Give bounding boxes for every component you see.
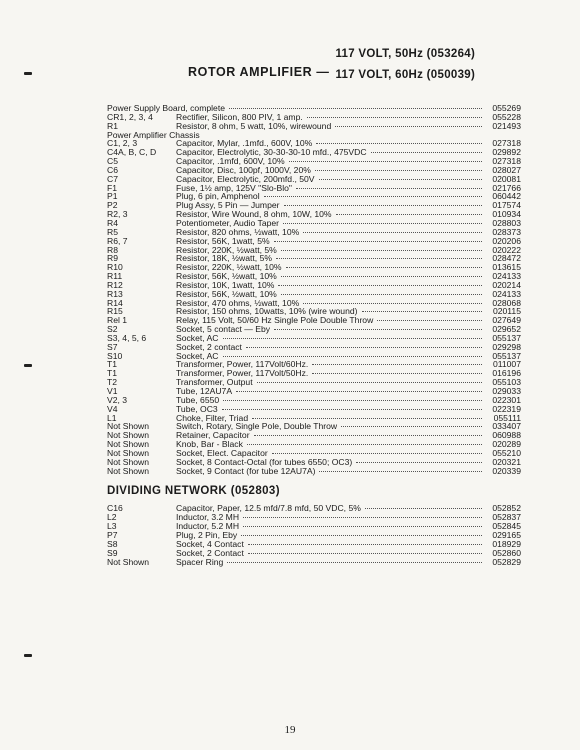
part-description: Inductor, 3.2 MH xyxy=(176,512,240,523)
dot-leader xyxy=(319,471,482,472)
parts-row xyxy=(107,184,521,193)
reference-designator: S9 xyxy=(107,548,118,558)
part-description: Resistor, 8 ohm, 5 watt, 10%, wirewound xyxy=(176,120,332,131)
part-number: 052837 xyxy=(492,512,521,523)
part-description: Inductor, 5.2 MH xyxy=(176,521,240,532)
reference-designator: R8 xyxy=(107,245,118,255)
dot-leader xyxy=(248,553,482,554)
part-description: Socket, 2 contact xyxy=(176,341,242,352)
margin-mark xyxy=(24,654,32,657)
part-number: 024133 xyxy=(492,271,521,282)
dot-leader xyxy=(274,329,482,330)
reference-designator: Not Shown xyxy=(107,466,150,476)
part-number: 027318 xyxy=(492,156,521,167)
dot-leader xyxy=(371,152,482,153)
part-description: Capacitor, Mylar, .1mfd., 600V, 10% xyxy=(176,138,313,149)
reference-designator: R11 xyxy=(107,272,123,281)
dot-leader xyxy=(276,258,482,259)
dot-leader xyxy=(223,356,482,357)
dot-leader xyxy=(236,391,482,392)
reference-designator: L1 xyxy=(107,413,117,423)
part-number: 021766 xyxy=(492,182,521,193)
parts-row xyxy=(107,316,521,325)
dot-leader xyxy=(248,544,482,545)
parts-row xyxy=(107,531,521,540)
part-number: 021493 xyxy=(492,120,521,131)
reference-designator: V4 xyxy=(107,404,118,414)
part-description: Capacitor, .1mfd, 600V, 10% xyxy=(176,156,285,167)
part-description: Resistor, 150 ohms, 10watts, 10% (wire wound) xyxy=(176,306,358,317)
dot-leader xyxy=(303,303,482,304)
part-number: 052860 xyxy=(492,547,521,558)
part-number: 020206 xyxy=(492,235,521,246)
part-number: 017574 xyxy=(492,200,521,211)
part-description: Socket, 5 contact — Eby xyxy=(176,324,271,335)
dot-leader xyxy=(312,373,482,374)
parts-row xyxy=(107,440,521,449)
part-description: Capacitor, Electrolytic, 200mfd., 50V xyxy=(176,173,315,184)
dot-leader xyxy=(274,241,482,242)
part-description: Resistor, 56K, 1watt, 5% xyxy=(176,235,270,246)
dot-leader xyxy=(362,311,482,312)
part-description: Resistor, 56K, ½watt, 10% xyxy=(176,288,277,299)
dot-leader xyxy=(281,294,482,295)
parts-row xyxy=(107,522,521,531)
title-variants xyxy=(335,44,475,86)
dot-leader xyxy=(356,462,482,463)
part-number: 020222 xyxy=(492,244,521,255)
dot-leader xyxy=(281,276,482,277)
dot-leader xyxy=(243,526,482,527)
reference-designator: T1 xyxy=(107,360,118,370)
reference-designator: R10 xyxy=(107,263,123,273)
dot-leader xyxy=(223,400,482,401)
part-number: 011007 xyxy=(492,359,521,370)
reference-designator: R2, 3 xyxy=(107,210,128,219)
reference-designator: V1 xyxy=(107,387,118,396)
parts-row xyxy=(107,396,521,405)
parts-row xyxy=(107,387,521,396)
dot-leader xyxy=(336,214,482,215)
parts-row xyxy=(107,325,521,334)
reference-designator: Not Shown xyxy=(107,557,150,567)
part-description: Resistor, 10K, 1watt, 10% xyxy=(176,279,275,290)
parts-row xyxy=(107,549,521,558)
section-header-label: Power Supply Board, complete xyxy=(107,103,225,113)
part-description: Plug, 6 pin, Amphenol xyxy=(176,191,260,202)
reference-designator: C5 xyxy=(107,157,118,166)
parts-row xyxy=(107,405,521,414)
part-number: 020115 xyxy=(492,306,521,317)
part-description: Socket, AC xyxy=(176,332,219,343)
part-number: 020339 xyxy=(492,465,521,476)
parts-row xyxy=(107,504,521,513)
dot-leader xyxy=(243,517,482,518)
parts-row xyxy=(107,540,521,549)
parts-row xyxy=(107,263,521,272)
reference-designator: C16 xyxy=(107,504,123,514)
section-header-label: Power Amplifier Chassis xyxy=(107,129,200,140)
part-description: Retainer, Capacitor xyxy=(176,430,250,441)
part-description: Capacitor, Paper, 12.5 mfd/7.8 mfd, 50 VDC, 5% xyxy=(176,503,361,514)
dot-leader xyxy=(284,205,483,206)
parts-row xyxy=(107,246,521,255)
parts-row xyxy=(107,281,521,290)
part-description: Relay, 115 Volt, 50/60 Hz Single Pole Double Throw xyxy=(176,315,374,326)
parts-row xyxy=(107,352,521,361)
parts-row xyxy=(107,290,521,299)
part-description: Switch, Rotary, Single Pole, Double Throw xyxy=(176,421,338,432)
margin-mark xyxy=(24,72,32,75)
dot-leader xyxy=(257,382,482,383)
reference-designator: T1 xyxy=(107,369,118,379)
reference-designator: Rel 1 xyxy=(107,316,128,326)
part-description: Rectifier, Silicon, 800 PIV, 1 amp. xyxy=(176,111,303,122)
dot-leader xyxy=(223,338,482,339)
reference-designator: C7 xyxy=(107,174,118,184)
part-description: Resistor, Wire Wound, 8 ohm, 10W, 10% xyxy=(176,209,332,220)
parts-row xyxy=(107,237,521,246)
dot-leader xyxy=(252,418,482,419)
title-main: ROTOR AMPLIFIER — xyxy=(188,65,330,79)
part-number: 028027 xyxy=(492,164,521,175)
part-number: 020214 xyxy=(492,279,521,290)
parts-row xyxy=(107,219,521,228)
reference-designator: R12 xyxy=(107,280,123,290)
part-number: 055103 xyxy=(492,377,521,388)
reference-designator: R4 xyxy=(107,218,118,228)
section-header: DIVIDING NETWORK (052803) xyxy=(107,485,280,498)
part-description: Tube, 6550 xyxy=(176,394,220,405)
dot-leader xyxy=(229,108,482,109)
reference-designator: P7 xyxy=(107,530,118,540)
part-number: 060442 xyxy=(492,191,521,202)
dot-leader xyxy=(335,126,482,127)
dot-leader xyxy=(246,347,482,348)
dot-leader xyxy=(319,179,482,180)
part-number: 029652 xyxy=(492,324,521,335)
part-number: 020081 xyxy=(492,173,521,184)
reference-designator: Not Shown xyxy=(107,431,150,441)
reference-designator: P1 xyxy=(107,192,118,202)
part-number: 033407 xyxy=(492,421,521,432)
part-number: 027649 xyxy=(492,315,521,326)
dot-leader xyxy=(222,409,482,410)
reference-designator: S2 xyxy=(107,325,118,334)
parts-list xyxy=(107,104,521,566)
reference-designator: C4A, B, C, D xyxy=(107,148,157,158)
dot-leader xyxy=(307,117,482,118)
reference-designator: R5 xyxy=(107,227,118,237)
part-description: Spacer Ring xyxy=(176,556,224,567)
part-description: Socket, 8 Contact-Octal (for tubes 6550; OC3) xyxy=(176,456,353,467)
parts-row xyxy=(107,254,521,263)
part-description: Socket, Elect. Capacitor xyxy=(176,447,268,458)
part-description: Capacitor, Electrolytic, 30-30-30-10 mfd., 475VDC xyxy=(176,147,367,158)
reference-designator: S10 xyxy=(107,351,123,361)
parts-row xyxy=(107,369,521,378)
part-number: 020289 xyxy=(492,439,521,450)
reference-designator: R14 xyxy=(107,298,123,308)
part-description: Choke, Filter, Triad xyxy=(176,412,249,423)
parts-row xyxy=(107,334,521,343)
dot-leader xyxy=(296,188,482,189)
part-description: Transformer, Power, 117Volt/60Hz. xyxy=(176,359,309,370)
reference-designator: P2 xyxy=(107,201,118,211)
part-description: Resistor, 820 ohms, ½watt, 10% xyxy=(176,226,300,237)
dot-leader xyxy=(316,143,482,144)
part-description: Plug, 2 Pin, Eby xyxy=(176,529,238,540)
parts-row xyxy=(107,192,521,201)
dot-leader xyxy=(278,285,482,286)
part-number: 052852 xyxy=(492,503,521,514)
parts-row xyxy=(107,431,521,440)
parts-row xyxy=(107,513,521,522)
dot-leader xyxy=(264,196,482,197)
reference-designator: Not Shown xyxy=(107,448,150,458)
part-number: 029165 xyxy=(492,529,521,540)
part-number: 052829 xyxy=(492,556,521,567)
reference-designator: R15 xyxy=(107,307,123,317)
dot-leader xyxy=(365,508,482,509)
parts-row xyxy=(107,148,521,157)
reference-designator: Not Shown xyxy=(107,422,150,432)
reference-designator: R1 xyxy=(107,121,118,131)
parts-row xyxy=(107,210,521,219)
part-number: 029298 xyxy=(492,341,521,352)
reference-designator: C1, 2, 3 xyxy=(107,139,138,149)
part-description: Socket, 9 Contact (for tube 12AU7A) xyxy=(176,465,316,476)
part-number: 016196 xyxy=(492,368,521,379)
parts-row xyxy=(107,228,521,237)
parts-row xyxy=(107,360,521,369)
part-number: 028472 xyxy=(492,253,521,264)
part-description: Resistor, 220K, ½watt, 5% xyxy=(176,244,277,255)
part-number: 028068 xyxy=(492,297,521,308)
part-description: Plug Assy, 5 Pin — Jumper xyxy=(176,200,280,211)
page-title xyxy=(188,44,475,86)
dot-leader xyxy=(281,250,482,251)
part-number: 027318 xyxy=(492,138,521,149)
dot-leader xyxy=(341,426,482,427)
part-number: 018929 xyxy=(492,538,521,549)
page-number: 19 xyxy=(284,724,296,736)
reference-designator: C6 xyxy=(107,165,118,175)
part-number: 055210 xyxy=(492,447,521,458)
part-description: Resistor, 56K, ½watt, 10% xyxy=(176,271,277,282)
margin-mark xyxy=(24,364,32,367)
part-number: 055269 xyxy=(492,103,521,113)
reference-designator: V2, 3 xyxy=(107,395,128,405)
reference-designator: F1 xyxy=(107,183,118,193)
dot-leader xyxy=(247,444,482,445)
dot-leader xyxy=(227,562,482,563)
part-description: Socket, AC xyxy=(176,350,219,361)
part-description: Resistor, 470 ohms, ½watt, 10% xyxy=(176,297,300,308)
parts-row xyxy=(107,343,521,352)
part-description: Knob, Bar - Black xyxy=(176,439,243,450)
dot-leader xyxy=(241,535,482,536)
section-header xyxy=(107,131,521,140)
parts-row xyxy=(107,157,521,166)
parts-row xyxy=(107,467,521,476)
part-number: 055228 xyxy=(492,111,521,122)
dot-leader xyxy=(289,161,482,162)
part-number: 055137 xyxy=(492,350,521,361)
reference-designator: R9 xyxy=(107,254,118,264)
part-description: Capacitor, Disc, 100pf, 1000V, 20% xyxy=(176,164,311,175)
dot-leader xyxy=(254,435,482,436)
dot-leader xyxy=(315,170,482,171)
part-description: Resistor, 18K, ½watt, 5% xyxy=(176,253,273,264)
part-number: 060988 xyxy=(492,430,521,441)
part-description: Fuse, 1½ amp, 125V "Slo-Blo" xyxy=(176,182,292,193)
reference-designator: L3 xyxy=(107,522,117,531)
reference-designator: Not Shown xyxy=(107,457,150,467)
part-number: 022319 xyxy=(492,403,521,414)
part-number: 028803 xyxy=(492,217,521,228)
part-description: Resistor, 220K, ½watt, 10% xyxy=(176,262,282,273)
part-description: Tube, 12AU7A xyxy=(176,386,233,396)
title-variant-50hz: 117 VOLT, 50Hz (053264) xyxy=(335,48,476,60)
parts-row xyxy=(107,272,521,281)
part-number: 024133 xyxy=(492,288,521,299)
dot-leader xyxy=(312,364,482,365)
part-description: Socket, 2 Contact xyxy=(176,547,244,558)
part-number: 010934 xyxy=(492,209,521,220)
part-number: 028373 xyxy=(492,226,521,237)
dot-leader xyxy=(303,232,482,233)
dot-leader xyxy=(377,320,482,321)
reference-designator: R6, 7 xyxy=(107,236,128,246)
part-number: 055137 xyxy=(492,332,521,343)
dot-leader xyxy=(283,223,482,224)
parts-row xyxy=(107,175,521,184)
part-number: 020321 xyxy=(492,456,521,467)
reference-designator: CR1, 2, 3, 4 xyxy=(107,112,153,122)
part-number: 052845 xyxy=(492,521,521,532)
reference-designator: S3, 4, 5, 6 xyxy=(107,333,147,343)
part-description: Transformer, Output xyxy=(176,377,253,388)
dot-leader xyxy=(272,453,482,454)
dot-leader xyxy=(286,267,482,268)
reference-designator: Not Shown xyxy=(107,440,150,449)
part-number: 029892 xyxy=(492,147,521,158)
reference-designator: S8 xyxy=(107,539,118,549)
part-number: 029033 xyxy=(492,386,521,396)
reference-designator: S7 xyxy=(107,342,118,352)
reference-designator: R13 xyxy=(107,289,123,299)
section-header xyxy=(107,104,521,113)
part-number: 022301 xyxy=(492,394,521,405)
reference-designator: L2 xyxy=(107,513,117,523)
part-description: Socket, 4 Contact xyxy=(176,538,244,549)
reference-designator: T2 xyxy=(107,378,118,387)
title-variant-60hz: 117 VOLT, 60Hz (050039) xyxy=(335,69,476,81)
part-number: 055111 xyxy=(493,412,521,423)
parts-row xyxy=(107,422,521,431)
parts-row xyxy=(107,558,521,567)
part-number: 013615 xyxy=(492,262,521,273)
part-description: Tube, OC3 xyxy=(176,403,218,414)
part-description: Potentiometer, Audio Taper xyxy=(176,217,280,228)
part-description: Transformer, Power, 117Volt/50Hz. xyxy=(176,368,309,379)
parts-row xyxy=(107,378,521,387)
